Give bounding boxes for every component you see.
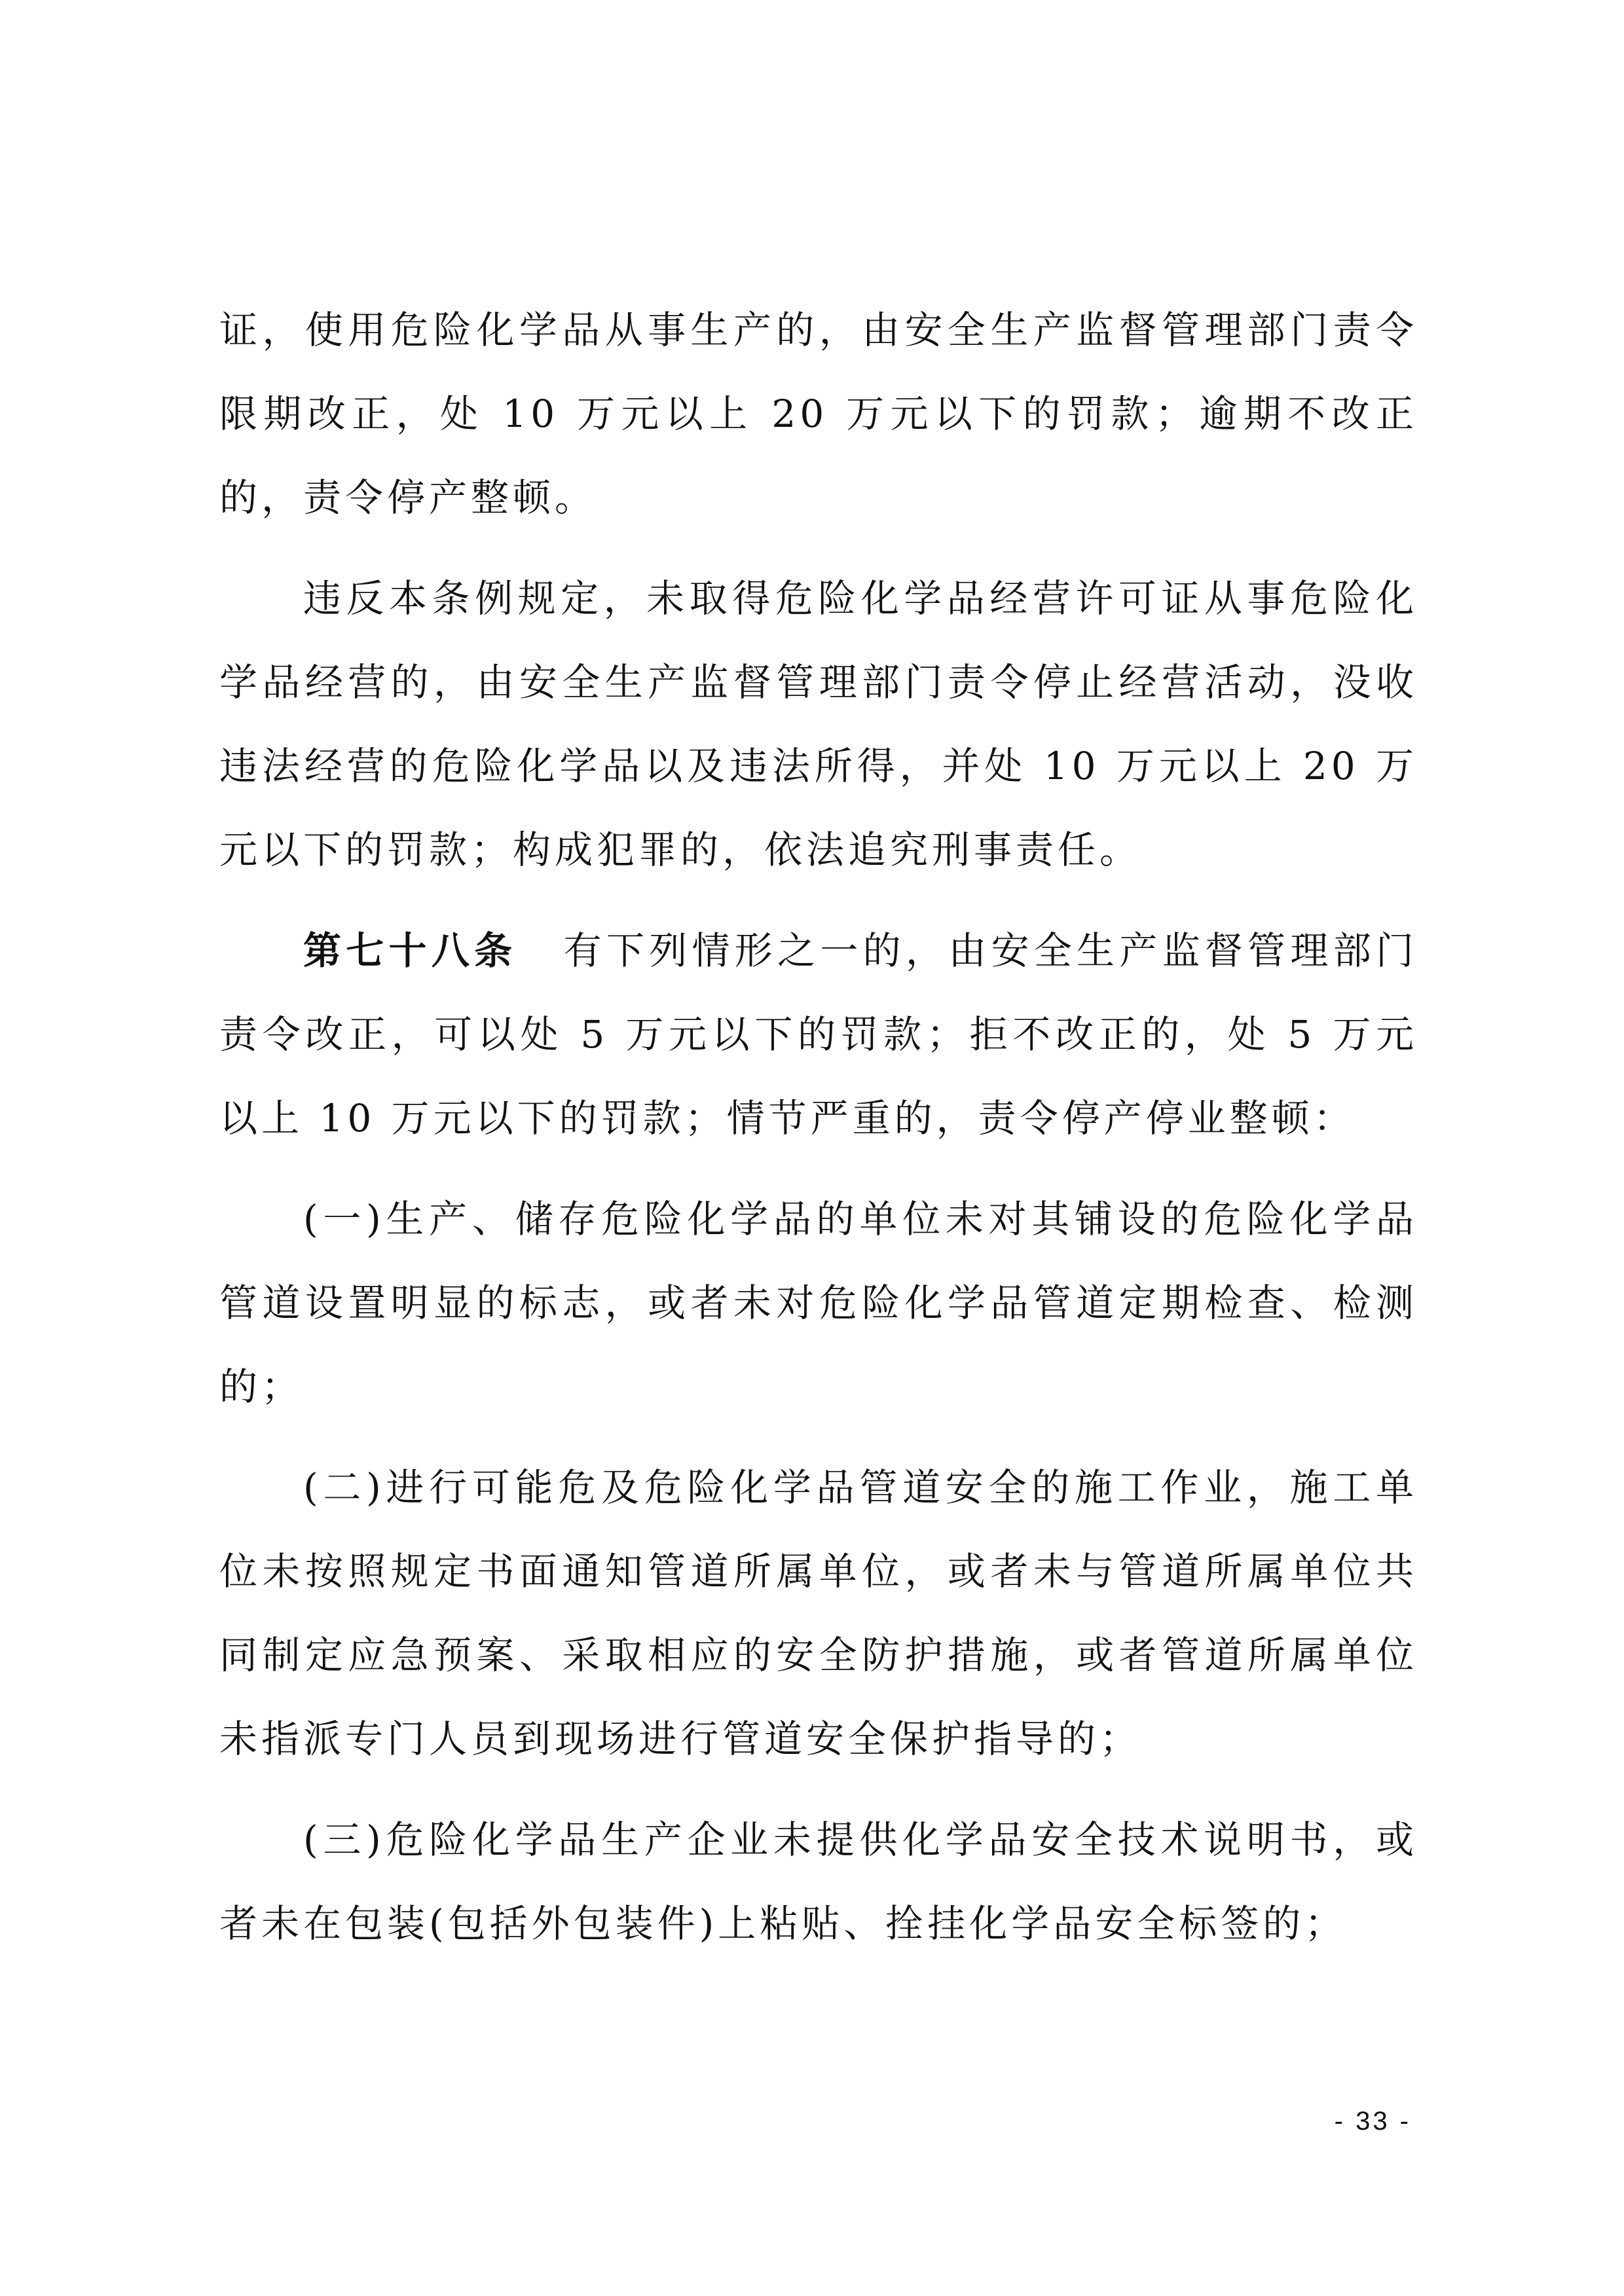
paragraph-continued: 证，使用危险化学品从事生产的，由安全生产监督管理部门责令限期改正，处 10 万元以上 20 万元以下的罚款；逾期不改正的，责令停产整顿。 <box>219 308 1418 520</box>
list-item-3: (三)危险化学品生产企业未提供化学品安全技术说明书，或者未在包装(包括外包装件)上粘贴、拴挂化学品安全标签的； <box>219 1817 1418 1946</box>
paragraph-unlicensed-operation: 违反本条例规定，未取得危险化学品经营许可证从事危险化学品经营的，由安全生产监督管理部门责令停止经营活动，没收违法经营的危险化学品以及违法所得，并处 10 万元以上 20 万元以下的罚款；构成犯罪的，依法追究刑事责任。 <box>219 576 1418 872</box>
article-body: 有下列情形之一的，由安全生产监督管理部门责令改正，可以处 5 万元以下的罚款；拒不改正的，处 5 万元以上 10 万元以下的罚款；情节严重的，责令停产停业整顿： <box>219 928 1418 1140</box>
page-number: - 33 - <box>1334 2107 1411 2136</box>
list-item-1: (一)生产、储存危险化学品的单位未对其铺设的危险化学品管道设置明显的标志，或者未对危险化学品管道定期检查、检测的； <box>219 1197 1418 1409</box>
article-78 <box>219 909 1418 1160</box>
list-item-2: (二)进行可能危及危险化学品管道安全的施工作业，施工单位未按照规定书面通知管道所属单位，或者未与管道所属单位共同制定应急预案、采取相应的安全防护措施，或者管道所属单位未指派专门人员到现场进行管道安全保护指导的； <box>219 1465 1418 1761</box>
document-page <box>219 288 1418 1982</box>
article-heading: 第七十八条 <box>303 928 517 973</box>
